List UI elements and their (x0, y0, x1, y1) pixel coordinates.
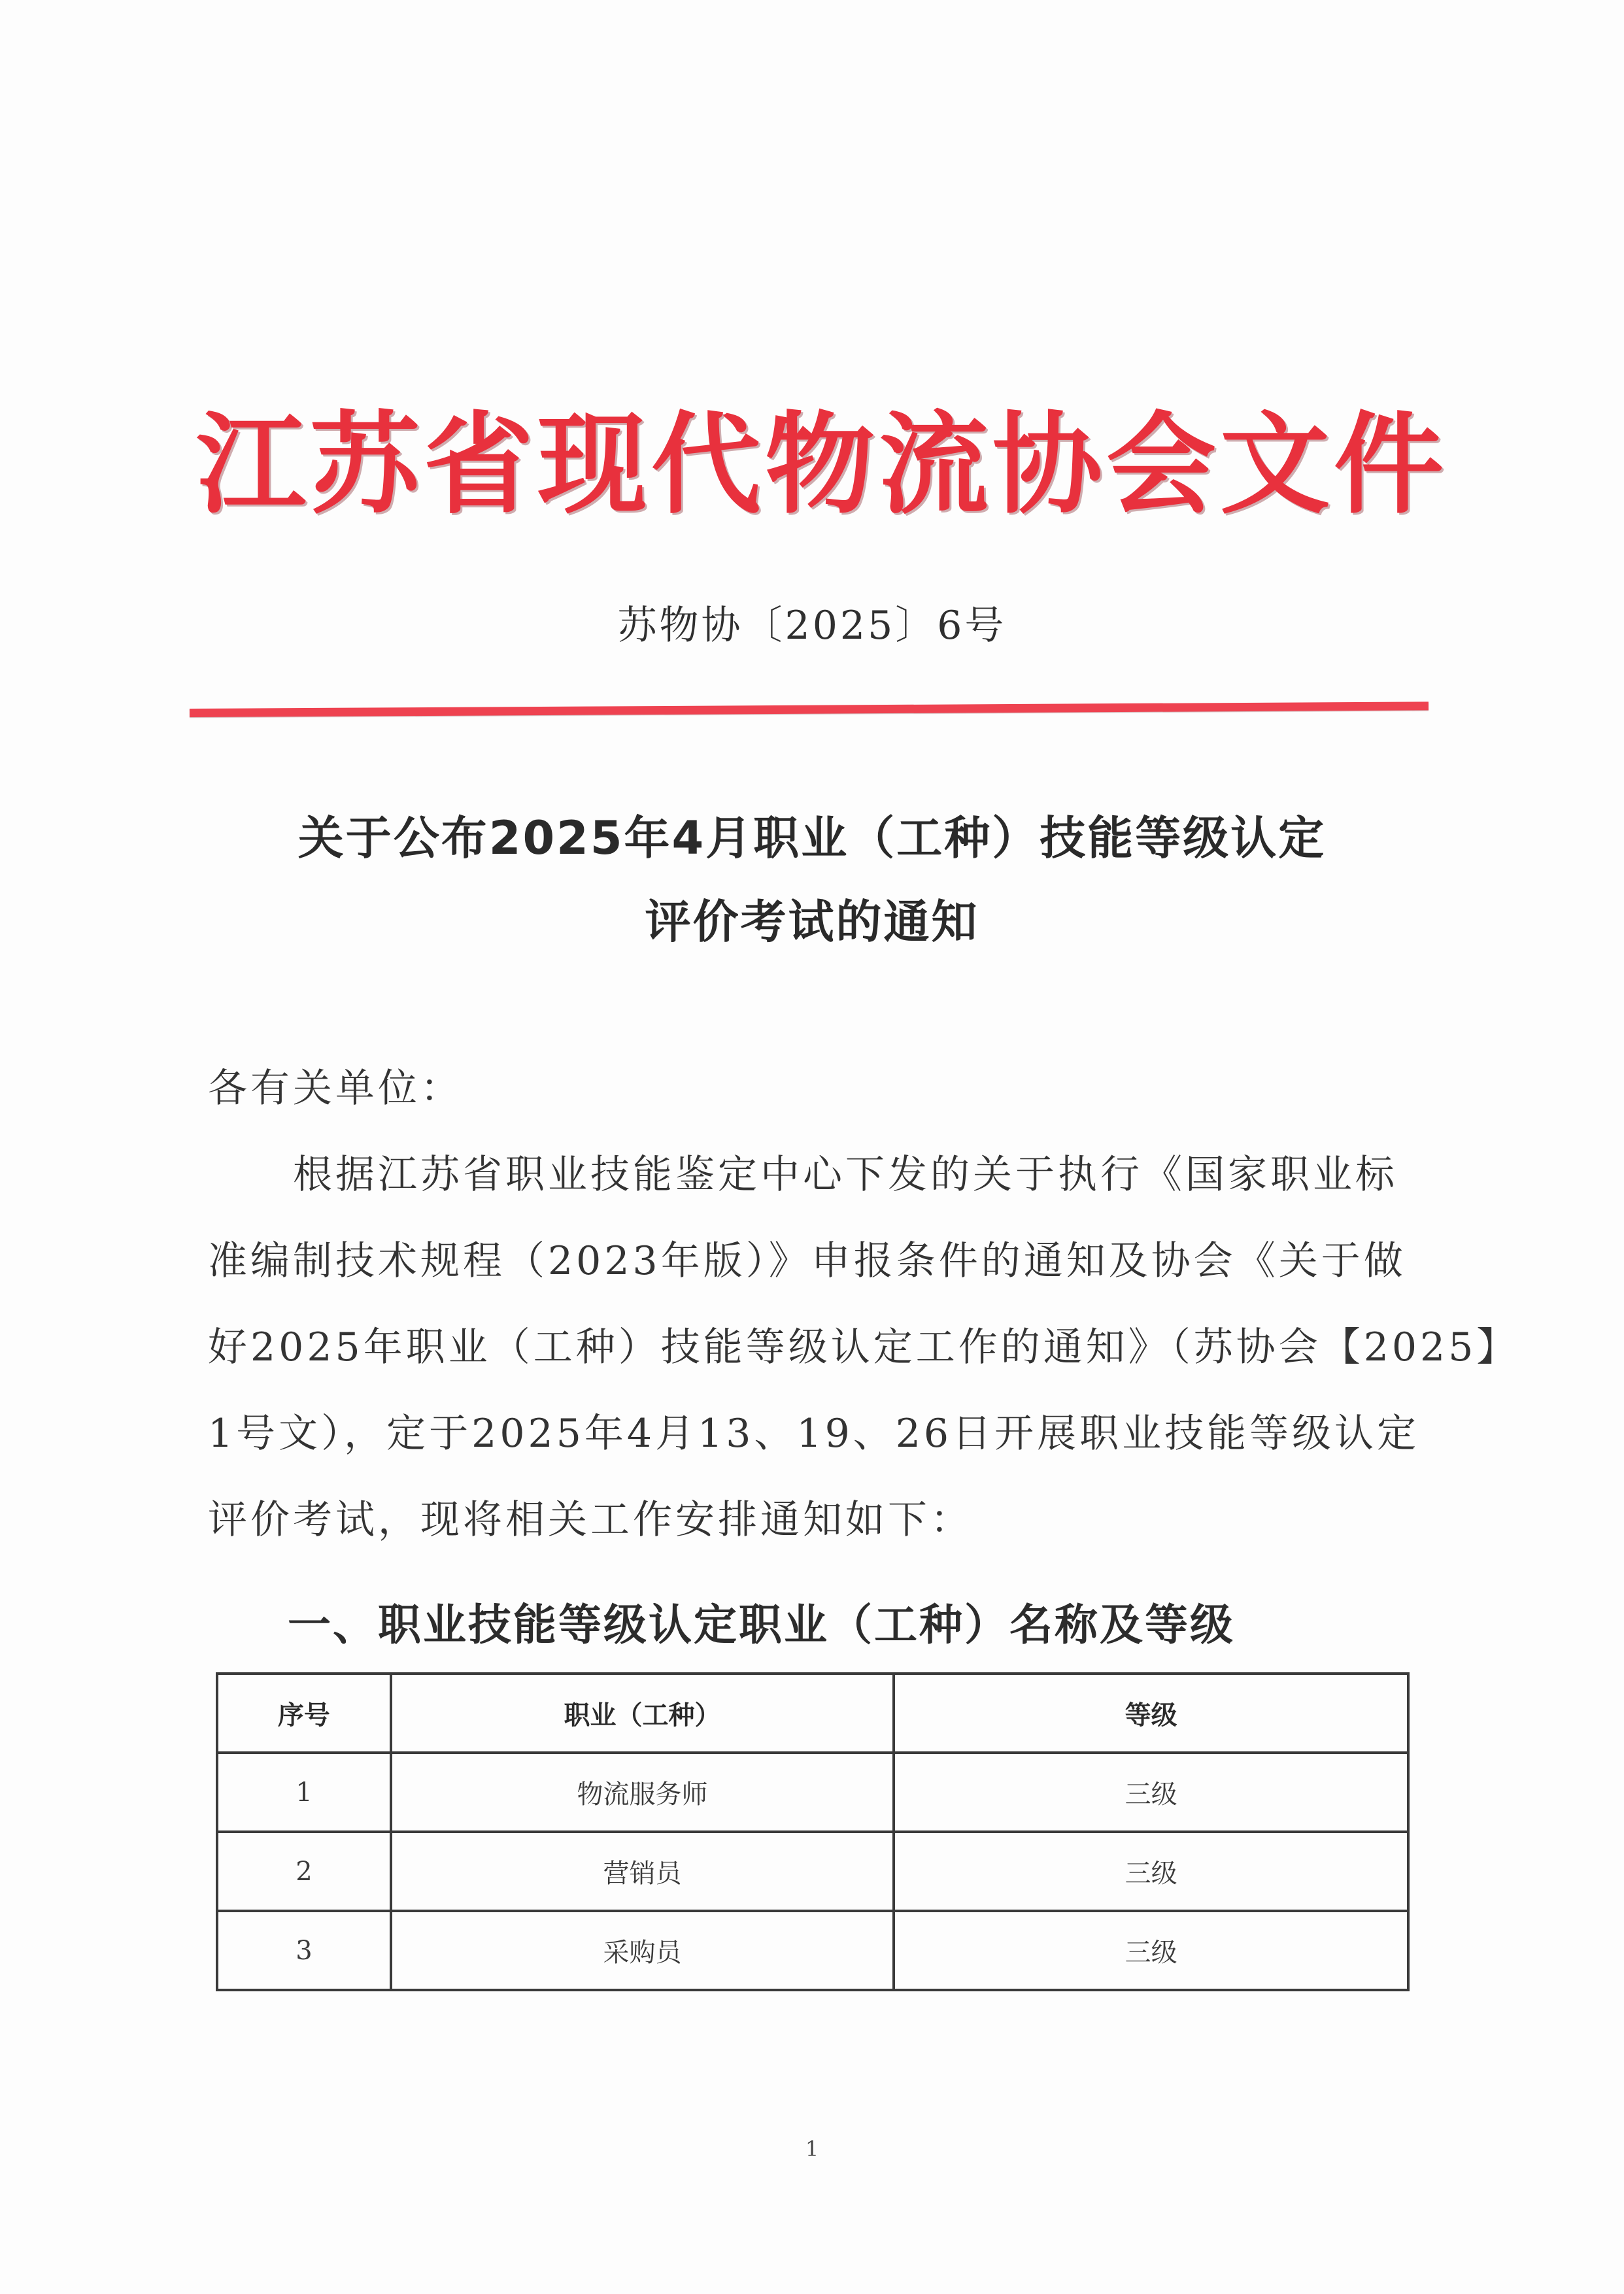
paragraph-line: 好2025年职业（工种）技能等级认定工作的通知》（苏协会【2025】 (208, 1324, 1519, 1370)
cell-index: 3 (217, 1911, 391, 1990)
column-header-level: 等级 (894, 1674, 1408, 1753)
cell-occupation: 采购员 (391, 1911, 894, 1990)
red-divider-line (190, 701, 1429, 717)
paragraph-line: 1号文），定于2025年4月13、19、26日开展职业技能等级认定 (208, 1411, 1420, 1457)
cell-level: 三级 (894, 1832, 1408, 1911)
cell-occupation: 物流服务师 (391, 1753, 894, 1832)
page-number: 1 (805, 2136, 819, 2161)
section-heading: 一、职业技能等级认定职业（工种）名称及等级 (288, 1600, 1235, 1650)
cell-level: 三级 (894, 1911, 1408, 1990)
column-header-occupation: 职业（工种） (391, 1674, 894, 1753)
organization-title: 江苏省现代物流协会文件 (196, 399, 1447, 529)
cell-level: 三级 (894, 1753, 1408, 1832)
cell-index: 2 (217, 1832, 391, 1911)
paragraph-line: 准编制技术规程（2023年版）》申报条件的通知及协会《关于做 (208, 1238, 1406, 1284)
paragraph-line: 评价考试，现将相关工作安排通知如下： (208, 1497, 973, 1543)
table-row (217, 1753, 1408, 1832)
occupation-levels-table (216, 1672, 1410, 1991)
paragraph-line: 根据江苏省职业技能鉴定中心下发的关于执行《国家职业标 (208, 1152, 1398, 1198)
notice-title-line-1: 关于公布2025年4月职业（工种）技能等级认定 (297, 811, 1327, 865)
table-header-row (217, 1674, 1408, 1753)
table-row (217, 1832, 1408, 1911)
document-number: 苏物协〔2025〕6号 (617, 603, 1007, 649)
salutation: 各有关单位： (208, 1066, 463, 1111)
column-header-index: 序号 (217, 1674, 391, 1753)
cell-index: 1 (217, 1753, 391, 1832)
table-row (217, 1911, 1408, 1990)
cell-occupation: 营销员 (391, 1832, 894, 1911)
notice-title-line-2: 评价考试的通知 (645, 895, 979, 949)
